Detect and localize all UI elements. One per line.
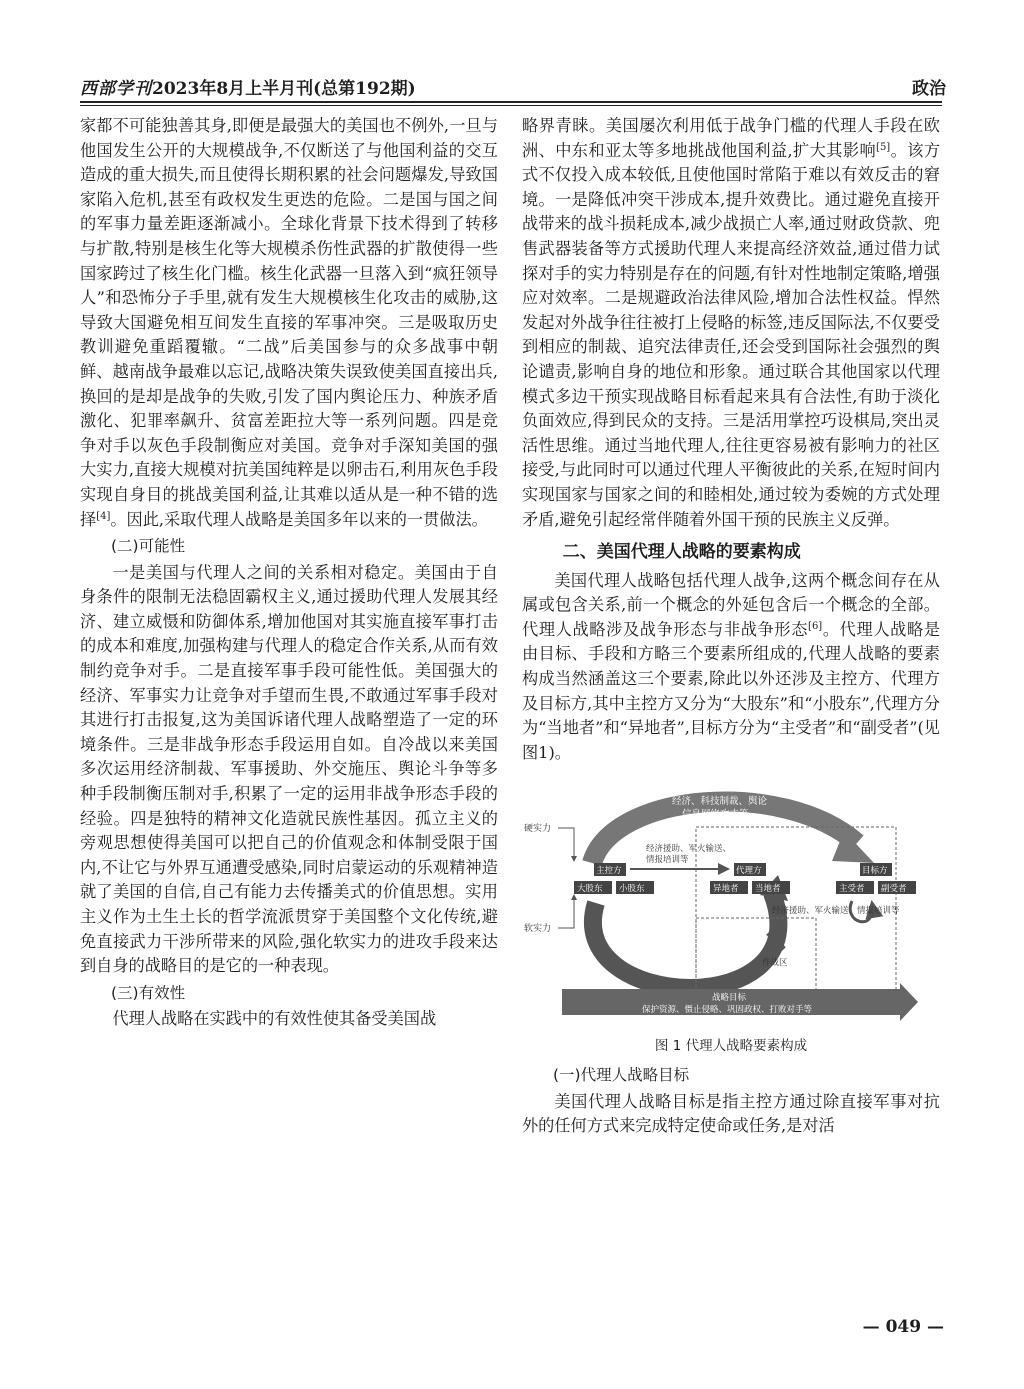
top-arc-label-1: 经济、科技制裁、舆论	[672, 796, 768, 808]
hard-power-connector	[558, 828, 574, 861]
goal-title: 战略目标	[712, 993, 747, 1004]
left-column	[80, 114, 498, 1032]
local-label: 当地者	[755, 884, 781, 895]
section-label: 政治	[912, 79, 946, 99]
paragraph: 代理人战略在实践中的有效性使其备受美国战	[112, 1009, 437, 1029]
primary-label: 主受者	[839, 884, 865, 895]
citation: [6]	[808, 620, 823, 632]
foster-label: 扶植代理人	[652, 928, 695, 939]
mercenary-label-1: 雇佣军	[652, 944, 676, 954]
header-rule-thin	[80, 105, 942, 106]
figure-caption: 图 1 代理人战略要素构成	[654, 1038, 808, 1055]
goal-text: 保护资源、慑止侵略、巩固政权、打败对手等	[642, 1005, 813, 1016]
right-column	[522, 114, 940, 1139]
small-share-label: 小股东	[619, 884, 645, 895]
aid-upper-label-1: 经济援助、军火输送、	[646, 844, 732, 855]
aid-upper-label-2: 情报培训等	[646, 855, 689, 866]
subheading-feasibility: (二)可能性	[111, 537, 186, 556]
big-share-label: 大股东	[577, 884, 603, 895]
secondary-label: 副受者	[881, 884, 907, 895]
subheading-effectiveness: (三)有效性	[111, 983, 186, 1002]
journal-logo: 西部学刊	[80, 79, 152, 99]
paragraph: 美国代理人战略包括代理人战争,这两个概念间存在从属或包含关系,前一个概念的外延包含后一个概念的全部。代理人战略涉及战争形态与非战争形态[6]。代理人战略是由目标、手段和方略三个要素所组成的,代理人战略的要素构成当然涵盖这三个要素,除此以外还涉及主控方、代理方及目标方,其中主控方又分为“大股东”和“小股东”,代理方分为“当地者”和“异地者”,目标方分为“主受者”和“副受者”(见图1)。	[522, 570, 941, 762]
header-rule-thick	[80, 101, 942, 103]
top-arc-label-2: 信息网络攻击等	[682, 809, 749, 821]
target-label: 目标方	[862, 866, 888, 877]
citation: [4]	[96, 510, 111, 522]
proxy-label: 代理方	[736, 866, 762, 877]
subheading-goal: (一)代理人战略目标	[553, 1066, 690, 1085]
remote-label: 异地者	[713, 884, 739, 895]
aid-lower-label: 经济援助、军火输送、情报培训等	[772, 906, 900, 917]
section-heading: 二、美国代理人战略的要素构成	[562, 542, 801, 563]
page-number: — 049 —	[862, 1317, 944, 1337]
soft-power-label: 软实力	[524, 924, 552, 935]
lower-loop-arrow	[593, 893, 778, 988]
battle-zone-label: 作战区	[762, 958, 788, 969]
paragraph: 家都不可能独善其身,即便是最强大的美国也不例外,一旦与他国发生公开的大规模战争,不仅断送了与他国利益的交互造成的重大损失,而且使得长期积累的社会问题爆发,导致国家陷入危机,甚至有政权发生更迭的危险。二是国与国之间的军事力量差距逐渐减小。全球化背景下技术得到了转移与扩散,特别是核生化等大规模杀伤性武器的扩散使得一些国家跨过了核生化门槛。核生化武器一旦落入到“疯狂领导人”和恐怖分子手里,就有发生大规模核生化攻击的威胁,这导致大国避免相互间发生直接的军事冲突。三是吸取历史教训避免重蹈覆辙。“二战”后美国参与的众多战事中朝鲜、越南战争最难以忘记,战略决策失误致使美国直接出兵,换回的是却是战争的失败,引发了国内舆论压力、种族矛盾激化、犯罪率飙升、贫富差距拉大等一系列问题。四是竞争对手以灰色手段制衡应对美国。竞争对手深知美国的强大实力,直接大规模对抗美国纯粹是以卵击石,利用灰色手段实现自身目的挑战美国利益,让其难以适从是一种不错的选择[4]。因此,采取代理人战略是美国多年以来的一贯做法。	[80, 116, 498, 529]
paragraph: 略界青睐。美国屡次利用低于战争门槛的代理人手段在欧洲、中东和亚太等多地挑战他国利益,扩大其影响[5]。该方式不仅投入成本较低,且使他国时常陷于难以有效反击的窘境。一是降低冲突干涉成本,提升效费比。通过避免直接开战带来的战斗损耗成本,减少战损亡人率,通过财政贷款、兜售武器装备等方式援助代理人来提高经济效益,通过借力试探对手的实力特别是存在的问题,有针对性地制定策略,增强应对效率。二是规避政治法律风险,增加合法性权益。悍然发起对外战争往往被打上侵略的标签,违反国际法,不仅要受到相应的制裁、追究法律责任,还会受到国际社会强烈的舆论谴责,影响自身的地位和形象。通过联合其他国家以代理模式多边干预实现战略目标看起来具有合法性,有助于淡化负面效应,得到民众的支持。三是活用掌控巧设棋局,突出灵活性思维。通过当地代理人,往往更容易被有影响力的社区接受,与此同时可以通过代理人平衡彼此的关系,在短时间内实现国家与国家之间的和睦相处,通过较为委婉的方式处理矛盾,避免引起经常伴随着外国干预的民族主义反弹。	[522, 116, 941, 529]
mercenary-label-2: 志愿军等	[652, 956, 684, 966]
top-arc-label: 经济、科技制裁、舆论信息网络攻击等	[522, 783, 539, 785]
hard-power-label: 硬实力	[524, 824, 552, 835]
controller-label: 主控方	[596, 866, 622, 877]
citation: [5]	[876, 141, 891, 153]
figure-1	[522, 783, 940, 1028]
issue-info: 2023年8月上半月刊(总第192期)	[152, 79, 416, 99]
soft-power-connector	[558, 895, 574, 928]
running-header	[80, 74, 416, 99]
paragraph: 美国代理人战略目标是指主控方通过除直接军事对抗外的任何方式来完成特定使命或任务,是对活	[522, 1091, 940, 1136]
paragraph: 一是美国与代理人之间的关系相对稳定。美国由于自身条件的限制无法稳固霸权主义,通过援助代理人发展其经济、建立威慑和防御体系,增加他国对其实施直接军事打击的成本和难度,加强构建与代理人的稳定合作关系,从而有效制约竞争对手。二是直接军事手段可能性低。美国强大的经济、军事实力让竞争对手望而生畏,不敢通过军事手段对其进行打击报复,这为美国诉诸代理人战略塑造了一定的环境条件。三是非战争形态手段运用自如。自冷战以来美国多次运用经济制裁、军事援助、外交施压、舆论斗争等多种手段制衡压制对手,积累了一定的运用非战争形态手段的经验。四是独特的精神文化造就民族性基因。孤立主义的旁观思想使得美国可以把自己的价值观念和体制受限于国内,不让它与外界互通遭受感染,同时启蒙运动的乐观精神造就了美国的自信,自己有能力去传播美式的价值思想。实用主义作为土生土长的哲学流派贯穿于美国整个文化传统,避免直接武力干涉所带来的风险,强化软实力的进攻手段来达到自身的战略目的是它的一种表现。	[80, 562, 498, 976]
figure-diagram	[522, 783, 940, 1028]
